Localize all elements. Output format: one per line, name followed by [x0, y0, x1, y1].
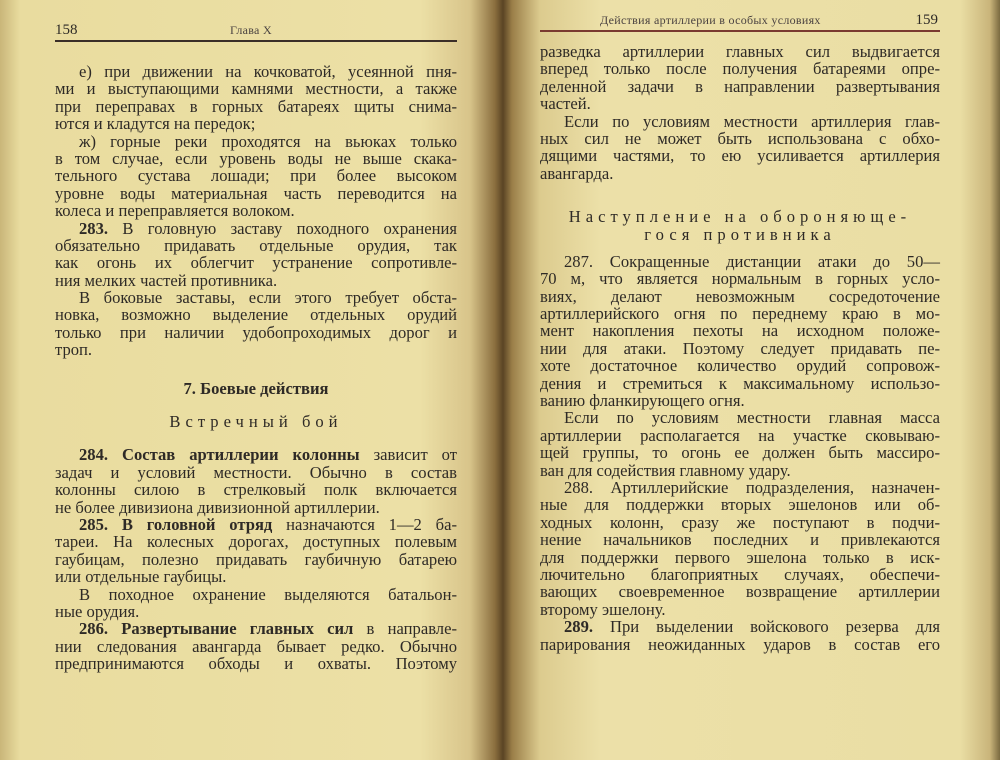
text-line [55, 237, 457, 254]
line-text: предпринимаются обходы и охваты. Поэтому [55, 654, 457, 674]
text-line [55, 185, 457, 202]
line-text: 70 м, что является нормальным в горных усло- [540, 269, 940, 289]
text-line [55, 603, 457, 620]
text-line [540, 113, 940, 130]
line-text: задач и условий местности. Обычно в состав [55, 462, 457, 482]
text-line [540, 305, 940, 322]
line-text: новка, возможно выделение отдельных орудий [55, 305, 457, 325]
text-line [55, 115, 457, 132]
spacer [540, 182, 940, 208]
line-text: Если по условиям местности главная масса [564, 408, 940, 428]
bold-lead: 283. [79, 218, 109, 238]
text-line [540, 496, 940, 513]
line-text: щей группы, то огонь ее должен быть массиро- [540, 443, 940, 463]
text-line [540, 340, 940, 357]
text-line [540, 514, 940, 531]
line-text: обязательно придавать отдельные орудия, так [55, 235, 457, 255]
text-line [55, 98, 457, 115]
text-line [540, 288, 940, 305]
line-text: троп. [55, 340, 93, 360]
text-line [55, 202, 457, 219]
page-number: 158 [55, 22, 78, 38]
line-text: или отдельные гаубицы. [55, 567, 227, 587]
text-line [540, 549, 940, 566]
text-line [55, 133, 457, 150]
line-text: как огонь их облегчит устранение сопротивле- [55, 253, 457, 273]
text-line [540, 165, 940, 182]
line-text: вающих своевременное возвращение артиллерии [540, 582, 940, 602]
section-heading: Встречный бой [169, 412, 343, 432]
text-line [55, 324, 457, 341]
line-text: виях, делают невозможным сосредоточение [540, 286, 940, 306]
text-line [55, 80, 457, 97]
text-line [540, 43, 940, 60]
text-line [55, 499, 457, 516]
spacer [55, 430, 457, 446]
page-body [540, 32, 940, 653]
text-line [55, 620, 457, 637]
line-text: артиллерии располагается на участке сковываю- [540, 425, 940, 445]
text-line [540, 636, 940, 653]
line-text: колонны силою в стрелковый полк включается [55, 480, 457, 500]
text-line [55, 220, 457, 237]
text-line [55, 464, 457, 481]
text-line [540, 392, 940, 409]
line-text: ван для содействия главному удару. [540, 460, 791, 480]
line-text: Сокращенные дистанции атаки до 50— [593, 251, 940, 271]
line-text: В походное охранение выделяются батальон- [79, 584, 457, 604]
line-text: ные для поддержки вторых эшелонов или об- [540, 495, 940, 515]
line-text: дения и стремиться к максимальному использо- [540, 373, 940, 393]
text-line [540, 270, 940, 287]
text-line [540, 618, 940, 635]
line-text: парирования неожиданных ударов в состав его [540, 634, 940, 654]
text-line [540, 479, 940, 496]
text-line [540, 444, 940, 461]
text-line [540, 60, 940, 77]
text-line [540, 409, 940, 426]
bold-lead: 289. [564, 617, 594, 637]
text-line [55, 167, 457, 184]
section-heading: гося противника [644, 224, 836, 244]
bold-lead: 285. В головной отряд [79, 514, 273, 534]
line-text: е) при движении на кочковатой, усеянной пня- [79, 62, 457, 81]
text-line [540, 357, 940, 374]
line-text: уровне воды материальная часть переводится на [55, 183, 457, 203]
section-heading: Наступление на обороняюще- [568, 207, 912, 227]
text-line [540, 78, 940, 95]
text-line [55, 551, 457, 568]
spacer [55, 42, 457, 63]
text-line [540, 583, 940, 600]
line-text: вперед только после получения батареями опре- [540, 59, 940, 79]
right-page [540, 10, 940, 653]
line-text: дящими частями, то ею усиливается артиллерия [540, 146, 940, 166]
line-text: в направле- [353, 619, 457, 639]
line-text: только при наличии удобопроходимых дорог и [55, 322, 457, 342]
page-header [540, 10, 940, 32]
line-text: ются и кладутся на передок; [55, 114, 256, 134]
page-header [55, 20, 457, 42]
text-line [55, 446, 457, 463]
line-text: нии следования авангарда бывает редко. Обычно [55, 636, 457, 656]
text-line [55, 341, 457, 358]
line-text: колеса и переправляется волоком. [55, 201, 295, 221]
text-line [55, 481, 457, 498]
text-line [55, 306, 457, 323]
text-line [540, 462, 940, 479]
line-text: хоте достаточное количество орудий сопровож- [540, 356, 940, 376]
text-line [540, 375, 940, 392]
line-text: гаубицам, полезно придавать гаубичную батарею [55, 549, 457, 569]
line-text: ные орудия. [55, 601, 140, 621]
text-line [55, 272, 457, 289]
line-text: Если по условиям местности артиллерия глав- [564, 111, 940, 131]
line-text: зависит от [359, 445, 457, 465]
page-body [55, 42, 457, 673]
text-line [540, 322, 940, 339]
spacer [55, 397, 457, 413]
line-text: Артиллерийские подразделения, назначен- [593, 477, 940, 497]
line-text: частей. [540, 94, 591, 114]
line-text: лючительно благоприятных случаях, обеспечи- [540, 564, 940, 584]
text-line [55, 533, 457, 550]
text-line [540, 147, 940, 164]
text-line [540, 601, 940, 618]
text-line [55, 638, 457, 655]
line-text: ния мелких частей противника. [55, 270, 278, 290]
bold-lead: 284. Состав артиллерии колонны [79, 445, 360, 465]
line-text: для поддержки первого эшелона только в иск- [540, 547, 940, 567]
text-line [540, 531, 940, 548]
line-text: В боковые заставы, если этого требует обста- [79, 288, 457, 308]
text-line [540, 427, 940, 444]
text-line [55, 289, 457, 306]
line-text: авангарда. [540, 163, 614, 183]
line-text: ми и выступающими камнями местности, а также [55, 79, 457, 99]
text-line [55, 655, 457, 672]
running-head: Действия артиллерии в особых условиях [600, 13, 821, 27]
text-line [55, 568, 457, 585]
text-line [540, 130, 940, 147]
bold-lead: 286. Развертывание главных сил [79, 619, 354, 639]
line-text: при переправах в горных батареях щиты снима- [55, 96, 457, 116]
page-number: 159 [915, 12, 938, 28]
left-page [55, 20, 457, 673]
text-line [540, 566, 940, 583]
line-text: При выделении войскового резерва для [593, 617, 940, 637]
text-line [55, 150, 457, 167]
text-line [55, 516, 457, 533]
line-text: деленной задачи в направлении развертывания [540, 76, 940, 96]
running-head: Глава X [230, 23, 272, 37]
text-line [540, 253, 940, 270]
line-text: ходных колонн, сразу же поступают в подчи- [540, 512, 940, 532]
line-text: разведка артиллерии главных сил выдвигается [540, 42, 940, 61]
line-text: тельного сустава лошади; при более высоком [55, 166, 457, 186]
text-line [55, 254, 457, 271]
section-heading: 7. Боевые действия [183, 378, 329, 398]
line-text: не более дивизиона дивизионной артиллерии. [55, 497, 380, 517]
line-text: ванию фланкирующего огня. [540, 391, 745, 411]
text-line [55, 63, 457, 80]
paragraph-number: 287. [564, 251, 594, 271]
text-line [540, 95, 940, 112]
line-text: назначаются 1—2 ба- [272, 514, 457, 534]
line-text: ж) горные реки проходятся на вьюках только [79, 131, 457, 151]
line-text: нии для атаки. Поэтому следует придавать пе- [540, 338, 940, 358]
line-text: в том случае, если уровень воды не выше скака- [55, 148, 457, 168]
text-line [55, 586, 457, 603]
line-text: нение начальников последних и привлекаются [540, 530, 940, 550]
line-text: ных сил не может быть использована с обхо- [540, 128, 940, 148]
paragraph-number: 288. [564, 477, 594, 497]
line-text: второму эшелону. [540, 599, 666, 619]
line-text: тареи. На колесных дорогах, доступных полевым [55, 532, 457, 552]
line-text: мент накопления пехоты на исходном положе- [540, 321, 940, 341]
line-text: В головную заставу походного охранения [108, 218, 457, 238]
spacer [55, 359, 457, 380]
line-text: артиллерийского огня по переднему краю в мо- [540, 304, 940, 324]
